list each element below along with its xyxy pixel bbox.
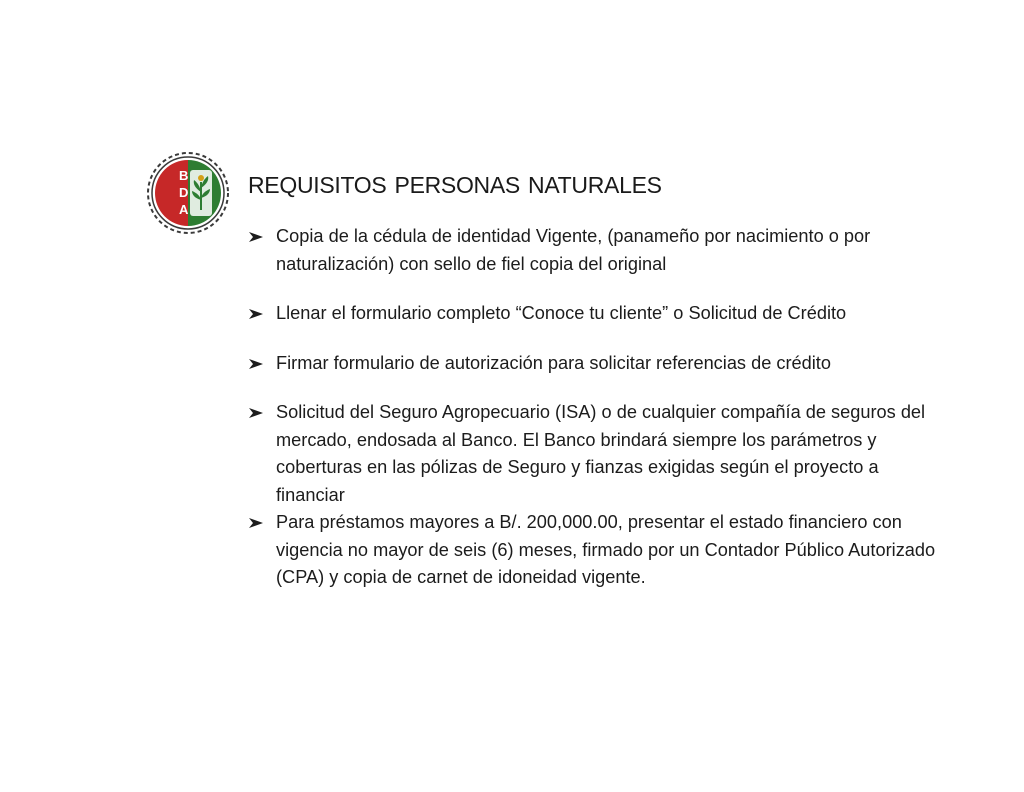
requirements-list bbox=[248, 223, 948, 592]
logo-letter-a: A bbox=[179, 202, 189, 217]
arrow-bullet-icon bbox=[248, 308, 264, 320]
list-item bbox=[248, 509, 948, 592]
arrow-bullet-icon bbox=[248, 358, 264, 370]
logo-letter-d: D bbox=[179, 185, 189, 200]
requirement-text: Firmar formulario de autorización para solicitar referencias de crédito bbox=[276, 352, 831, 373]
list-item bbox=[248, 350, 948, 378]
page-title: REQUISITOS PERSONAS NATURALES bbox=[248, 172, 662, 198]
list-item bbox=[248, 223, 948, 278]
requirement-text: Copia de la cédula de identidad Vigente, (panameño por nacimiento o por naturalización) con sello de fiel copia del original bbox=[276, 226, 871, 274]
bda-logo bbox=[140, 148, 240, 238]
requirement-text: Llenar el formulario completo “Conoce tu cliente” o Solicitud de Crédito bbox=[276, 303, 847, 323]
list-item bbox=[248, 300, 948, 328]
logo-letter-b: B bbox=[179, 168, 189, 183]
list-item bbox=[248, 399, 948, 509]
bda-seal-icon bbox=[140, 148, 240, 238]
arrow-bullet-icon bbox=[248, 517, 264, 529]
requirement-text: Para préstamos mayores a B/. 200,000.00, presentar el estado financiero con vigencia no mayor de seis (6) meses, firmado por un Contador Público Autorizado (CPA) y copia de carnet de idoneidad vigente. bbox=[276, 512, 936, 587]
arrow-bullet-icon bbox=[248, 231, 264, 243]
arrow-bullet-icon bbox=[248, 407, 264, 419]
requirement-text: Solicitud del Seguro Agropecuario (ISA) o de cualquier compañía de seguros del mercado, endosada al Banco. El Banco brindará siempre los parámetros y coberturas en las pólizas de Seguro y fianzas exigidas según el proyecto a financiar bbox=[276, 402, 926, 505]
